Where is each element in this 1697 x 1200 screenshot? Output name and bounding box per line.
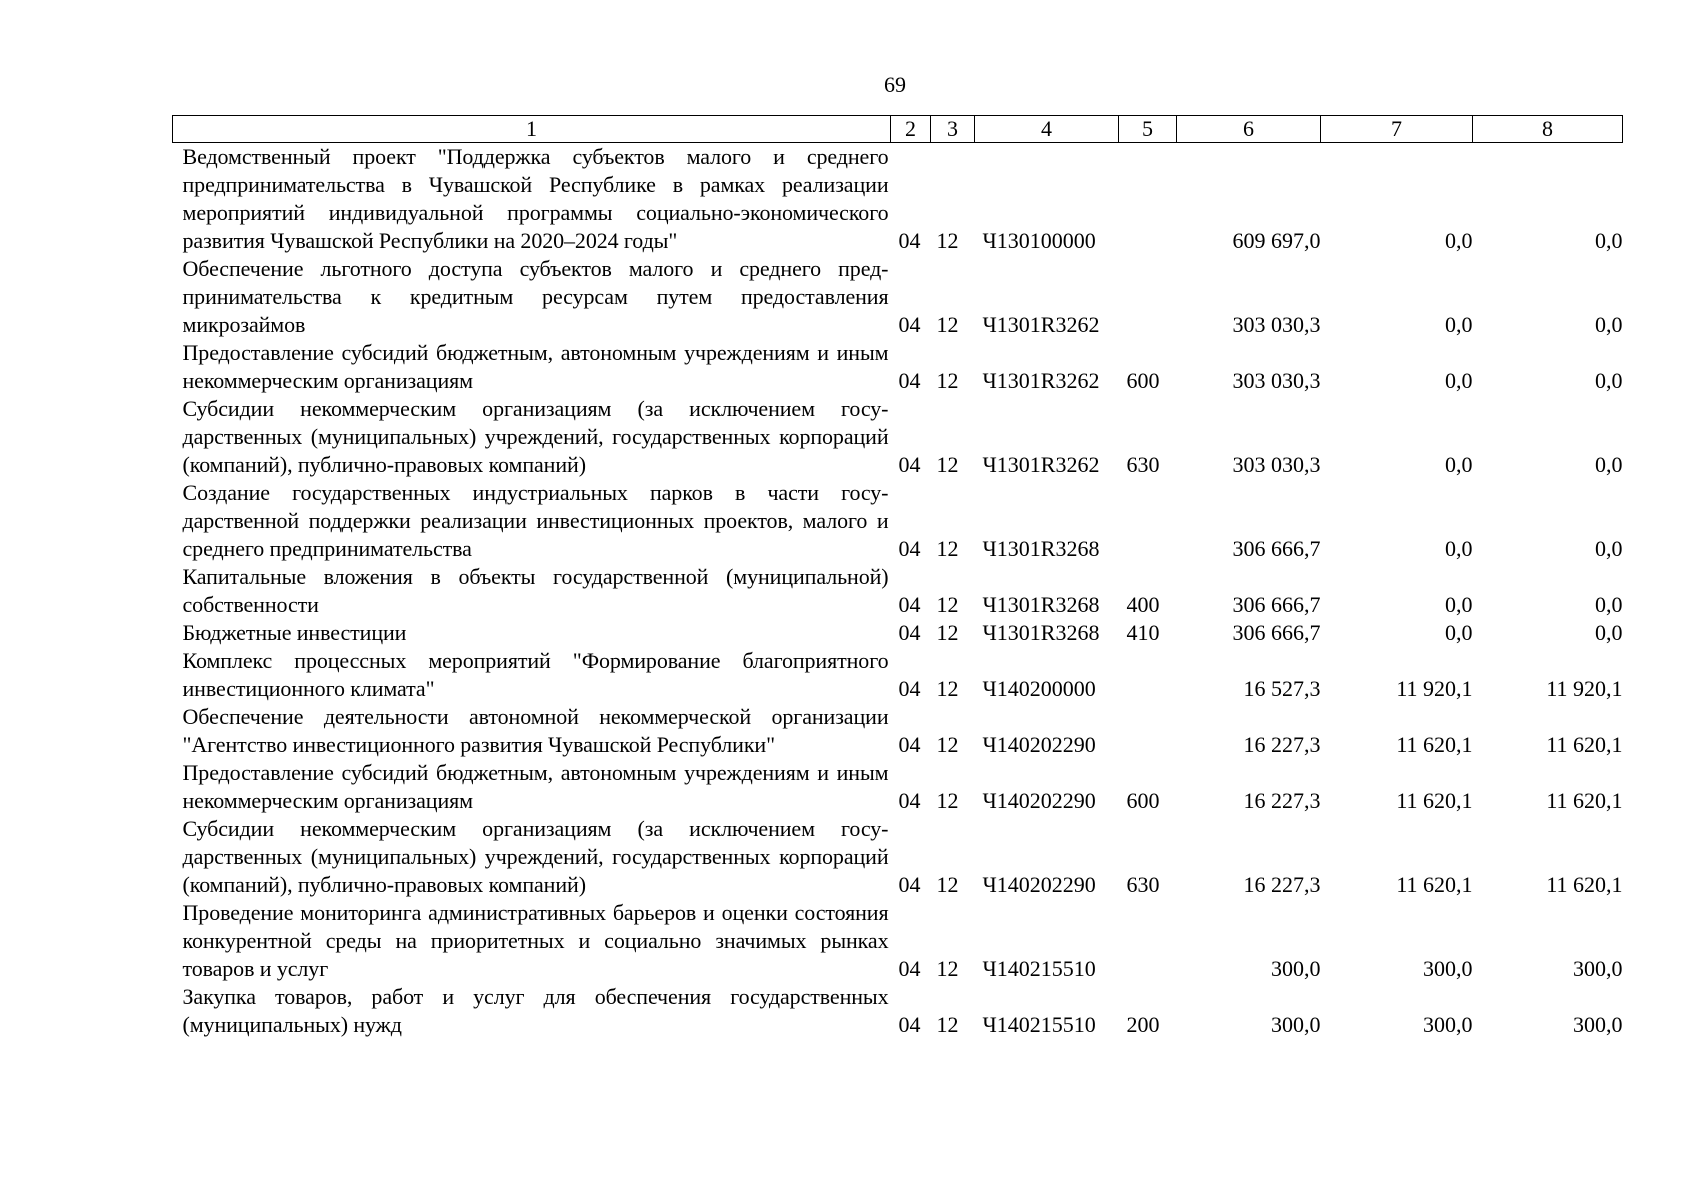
row-amount-col8: 11 620,1: [1546, 872, 1623, 897]
row-description: Обеспечение деятельности автономной некоммерческой организации "Агентство инвестиционного развития Чувашской Республики": [182, 704, 889, 757]
column-header-1: 1: [173, 116, 891, 143]
row-amount-col7: 0,0: [1445, 228, 1473, 253]
column-header-5: 5: [1119, 116, 1177, 143]
row-expense-type: [1119, 143, 1177, 256]
row-amount-col6: 303 030,3: [1232, 452, 1321, 477]
row-amount-col8: 11 920,1: [1546, 676, 1623, 701]
table-row: [173, 143, 1623, 256]
row-section: 04: [898, 592, 921, 617]
column-header-6: 6: [1177, 116, 1321, 143]
row-amount-col6: 16 227,3: [1243, 788, 1321, 813]
row-expense-type: 600: [1126, 788, 1160, 813]
column-header-4: 4: [975, 116, 1119, 143]
row-amount-col6: 303 030,3: [1232, 368, 1321, 393]
row-amount-col7: 0,0: [1445, 452, 1473, 477]
row-expense-type: 400: [1126, 592, 1160, 617]
row-amount-col6: 16 227,3: [1243, 872, 1321, 897]
row-subsection: 12: [936, 956, 959, 981]
column-header-2: 2: [891, 116, 931, 143]
table-row: [173, 899, 1623, 983]
row-description: Субсидии некоммерческим организациям (за исключением государственных (муниципальных) учреждений, государственных корпораций (компаний), публично-правовых компаний): [182, 816, 889, 897]
row-amount-col7: 11 620,1: [1396, 788, 1473, 813]
table-body: [173, 143, 1623, 1040]
row-description: Бюджетные инвестиции: [182, 620, 407, 645]
row-amount-col6: 16 527,3: [1243, 676, 1321, 701]
row-section: 04: [898, 536, 921, 561]
row-amount-col8: 300,0: [1573, 956, 1623, 981]
row-target-article: Ч1301R3262: [982, 452, 1100, 477]
row-expense-type: 410: [1126, 620, 1160, 645]
table-row: [173, 339, 1623, 395]
row-target-article: Ч140202290: [982, 788, 1096, 813]
row-section: 04: [898, 368, 921, 393]
table-row: [173, 563, 1623, 619]
row-amount-col8: 11 620,1: [1546, 732, 1623, 757]
row-subsection: 12: [936, 452, 959, 477]
row-subsection: 12: [936, 536, 959, 561]
column-header-3: 3: [931, 116, 975, 143]
table-row: [173, 619, 1623, 647]
row-amount-col7: 11 920,1: [1396, 676, 1473, 701]
table-row: [173, 815, 1623, 899]
row-subsection: 12: [936, 312, 959, 337]
row-expense-type: 600: [1126, 368, 1160, 393]
row-subsection: 12: [936, 592, 959, 617]
row-description: Предоставление субсидий бюджетным, автономным учреждениям и иным некоммерческим организациям: [182, 760, 889, 813]
row-amount-col8: 0,0: [1595, 592, 1623, 617]
row-description: Субсидии некоммерческим организациям (за исключением государственных (муниципальных) учреждений, государственных корпораций (компаний), публично-правовых компаний): [182, 396, 889, 477]
row-amount-col8: 0,0: [1595, 228, 1623, 253]
row-amount-col7: 11 620,1: [1396, 872, 1473, 897]
row-amount-col7: 11 620,1: [1396, 732, 1473, 757]
row-description: Предоставление субсидий бюджетным, автономным учреждениям и иным некоммерческим организациям: [182, 340, 889, 393]
row-section: 04: [898, 312, 921, 337]
table-row: [173, 395, 1623, 479]
row-target-article: Ч1301R3262: [982, 312, 1100, 337]
row-description: Ведомственный проект "Поддержка субъектов малого и среднего предпринимательства в Чувашской Республике в рамках реализации мероприятий индивидуальной программы социально-экономического развития Чувашской Республики на 2020–2024 годы": [182, 144, 889, 253]
row-amount-col6: 609 697,0: [1232, 228, 1321, 253]
row-section: 04: [898, 956, 921, 981]
row-amount-col8: 0,0: [1595, 312, 1623, 337]
row-amount-col7: 0,0: [1445, 536, 1473, 561]
row-section: 04: [898, 872, 921, 897]
table-row: [173, 983, 1623, 1039]
row-amount-col7: 300,0: [1423, 1012, 1473, 1037]
table-row: [173, 759, 1623, 815]
header-row: [173, 116, 1623, 143]
row-subsection: 12: [936, 872, 959, 897]
table-row: [173, 255, 1623, 339]
row-amount-col8: 0,0: [1595, 368, 1623, 393]
row-subsection: 12: [936, 620, 959, 645]
row-description: Закупка товаров, работ и услуг для обеспечения государственных (муниципальных) нужд: [182, 984, 889, 1037]
page-number: 69: [884, 72, 906, 97]
row-description: Обеспечение льготного доступа субъектов малого и среднего предпринимательства к кредитным ресурсам путем предоставления микрозаймов: [182, 256, 889, 337]
row-expense-type: 630: [1126, 872, 1160, 897]
row-amount-col8: 0,0: [1595, 620, 1623, 645]
table-row: [173, 647, 1623, 703]
row-section: 04: [898, 452, 921, 477]
row-target-article: Ч1301R3268: [982, 536, 1100, 561]
row-subsection: 12: [936, 1012, 959, 1037]
table-header: [173, 116, 1623, 143]
row-subsection: 12: [936, 228, 959, 253]
row-target-article: Ч140200000: [982, 676, 1096, 701]
row-target-article: Ч1301R3262: [982, 368, 1100, 393]
row-section: 04: [898, 1012, 921, 1037]
row-amount-col6: 300,0: [1271, 1012, 1321, 1037]
row-expense-type: [1119, 647, 1177, 703]
row-expense-type: [1119, 479, 1177, 563]
row-amount-col7: 0,0: [1445, 620, 1473, 645]
table-row: [173, 703, 1623, 759]
row-target-article: Ч140215510: [982, 956, 1096, 981]
row-amount-col6: 16 227,3: [1243, 732, 1321, 757]
row-amount-col6: 303 030,3: [1232, 312, 1321, 337]
row-expense-type: 630: [1126, 452, 1160, 477]
row-description: Капитальные вложения в объекты государственной (муниципальной) собственности: [182, 564, 889, 617]
row-amount-col7: 0,0: [1445, 312, 1473, 337]
row-expense-type: 200: [1126, 1012, 1160, 1037]
row-amount-col6: 300,0: [1271, 956, 1321, 981]
row-expense-type: [1119, 703, 1177, 759]
row-amount-col8: 300,0: [1573, 1012, 1623, 1037]
row-target-article: Ч140202290: [982, 732, 1096, 757]
row-amount-col8: 11 620,1: [1546, 788, 1623, 813]
column-header-8: 8: [1473, 116, 1623, 143]
row-description: Создание государственных индустриальных парков в части государственной поддержки реализации инвестиционных проектов, малого и среднего предпринимательства: [182, 480, 889, 561]
row-amount-col6: 306 666,7: [1232, 620, 1321, 645]
row-subsection: 12: [936, 732, 959, 757]
row-section: 04: [898, 676, 921, 701]
row-amount-col6: 306 666,7: [1232, 592, 1321, 617]
row-amount-col8: 0,0: [1595, 536, 1623, 561]
row-subsection: 12: [936, 676, 959, 701]
row-target-article: Ч140215510: [982, 1012, 1096, 1037]
row-section: 04: [898, 620, 921, 645]
budget-table: [172, 115, 1623, 1039]
row-expense-type: [1119, 899, 1177, 983]
table-row: [173, 479, 1623, 563]
row-target-article: Ч1301R3268: [982, 592, 1100, 617]
row-amount-col6: 306 666,7: [1232, 536, 1321, 561]
row-target-article: Ч130100000: [982, 228, 1096, 253]
row-amount-col7: 0,0: [1445, 368, 1473, 393]
row-expense-type: [1119, 255, 1177, 339]
row-description: Проведение мониторинга административных барьеров и оценки состояния конкурентной среды на приоритетных и социально значимых рынках товаров и услуг: [182, 900, 889, 981]
row-amount-col8: 0,0: [1595, 452, 1623, 477]
row-subsection: 12: [936, 788, 959, 813]
column-header-7: 7: [1321, 116, 1473, 143]
row-target-article: Ч140202290: [982, 872, 1096, 897]
row-section: 04: [898, 788, 921, 813]
row-target-article: Ч1301R3268: [982, 620, 1100, 645]
row-amount-col7: 0,0: [1445, 592, 1473, 617]
row-section: 04: [898, 732, 921, 757]
row-amount-col7: 300,0: [1423, 956, 1473, 981]
row-section: 04: [898, 228, 921, 253]
row-description: Комплекс процессных мероприятий "Формирование благоприятного инвестиционного климата": [182, 648, 889, 701]
row-subsection: 12: [936, 368, 959, 393]
